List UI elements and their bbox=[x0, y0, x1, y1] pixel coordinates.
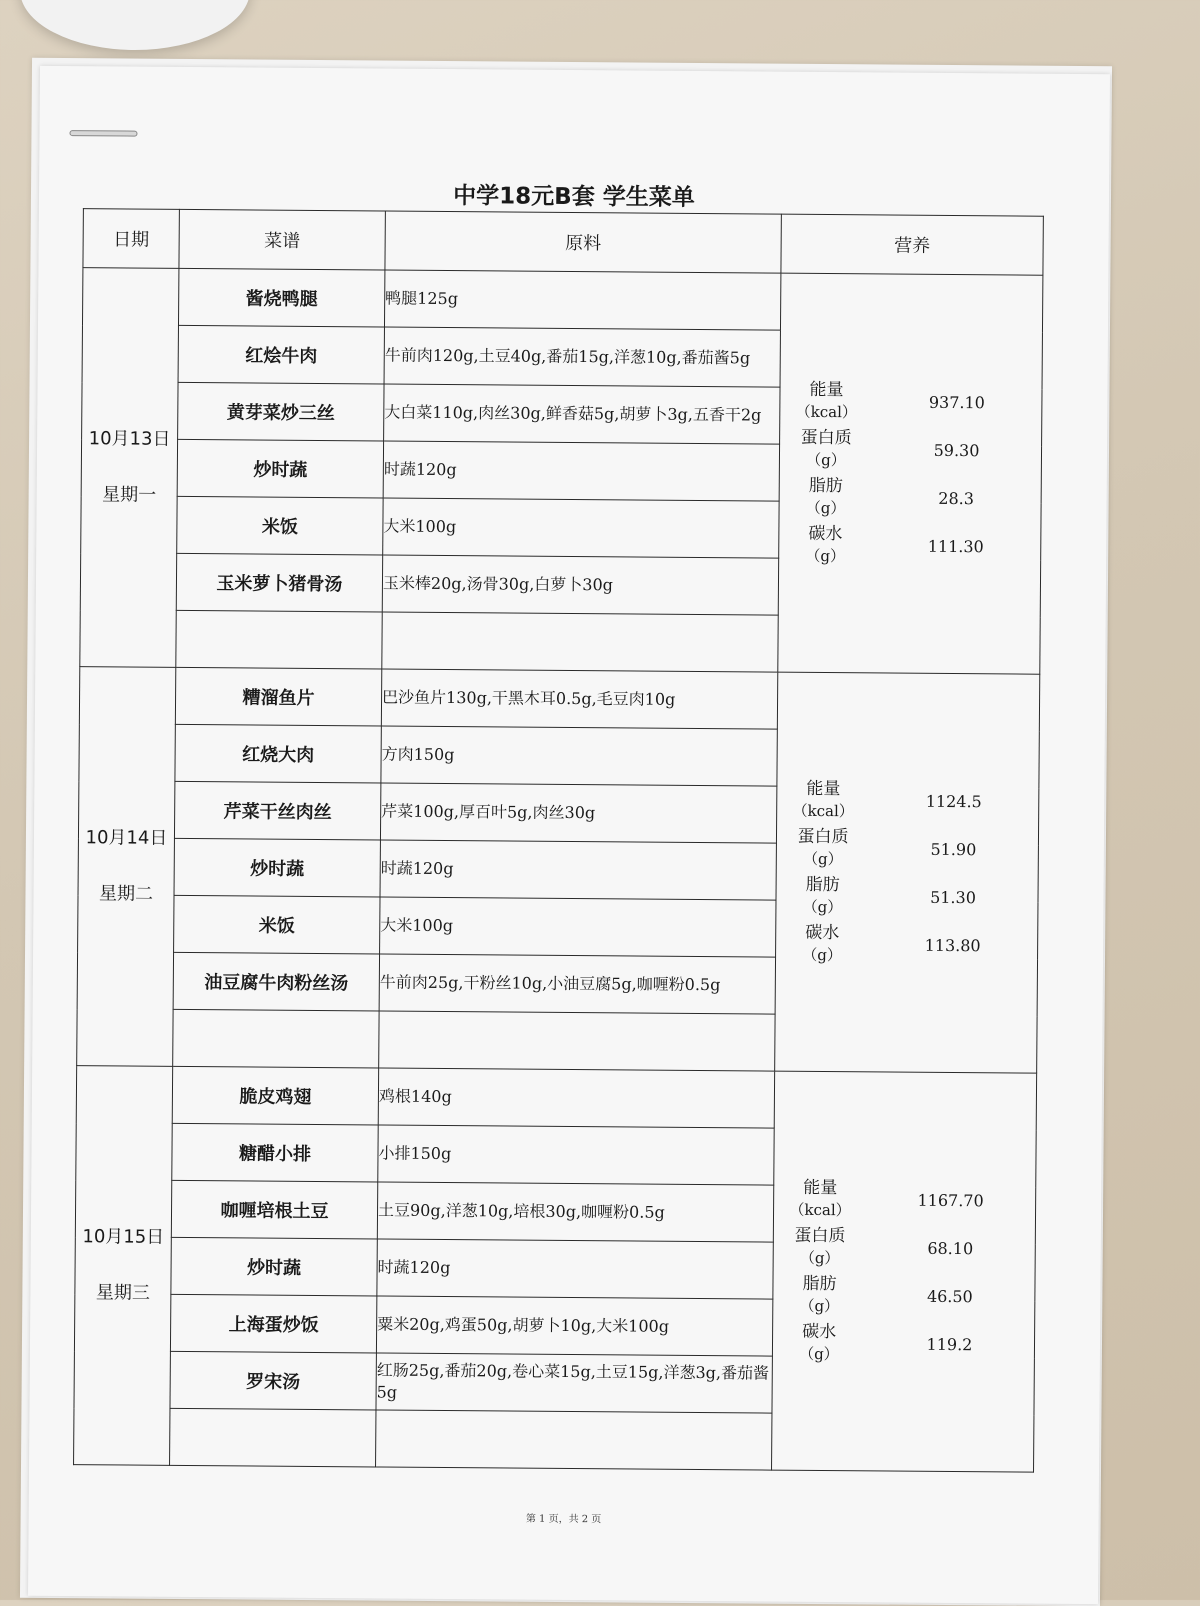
nutrition-label-unit: （g） bbox=[799, 1296, 840, 1316]
nutrition-item bbox=[773, 1273, 1034, 1319]
nutrition-item bbox=[779, 523, 1040, 569]
dish-name: 糖醋小排 bbox=[172, 1123, 378, 1182]
nutrition-label bbox=[773, 1273, 865, 1318]
nutrition-label-name: 脂肪 bbox=[808, 475, 843, 497]
nutrition-value: 28.3 bbox=[938, 488, 975, 508]
dish-name: 罗宋汤 bbox=[170, 1351, 376, 1410]
day-row bbox=[79, 667, 1039, 732]
nutrition-label-name: 碳水 bbox=[808, 523, 843, 545]
header-date: 日期 bbox=[83, 209, 179, 269]
nutrition-label bbox=[773, 1321, 865, 1366]
empty-dish-cell bbox=[170, 1408, 376, 1467]
header-nutrition: 营养 bbox=[781, 214, 1043, 275]
nutrition-value: 937.10 bbox=[928, 392, 985, 412]
dish-name: 炒时蔬 bbox=[171, 1237, 377, 1296]
nutrition-label-unit: （g） bbox=[802, 897, 843, 917]
dish-ingredients: 玉米棒20g,汤骨30g,白萝卜30g bbox=[382, 555, 778, 615]
nutrition-value: 68.10 bbox=[927, 1238, 974, 1258]
dish-name: 油豆腐牛肉粉丝汤 bbox=[173, 952, 379, 1011]
dish-name: 上海蛋炒饭 bbox=[170, 1294, 376, 1353]
nutrition-cell bbox=[772, 1071, 1037, 1472]
nutrition-item bbox=[776, 922, 1037, 968]
nutrition-value: 59.30 bbox=[933, 440, 980, 460]
date-text: 10月13日 bbox=[88, 428, 171, 450]
nutrition-value: 111.30 bbox=[927, 536, 984, 556]
empty-ingredients-cell bbox=[379, 1011, 775, 1071]
nutrition-label-unit: （g） bbox=[799, 1248, 840, 1268]
nutrition-value: 119.2 bbox=[926, 1334, 973, 1354]
nutrition-label bbox=[780, 427, 872, 472]
nutrition-label-name: 碳水 bbox=[805, 922, 840, 944]
weekday-text: 星期二 bbox=[98, 883, 154, 905]
nutrition-label-unit: （g） bbox=[802, 945, 842, 965]
date-text: 10月14日 bbox=[85, 827, 168, 849]
dish-name: 咖喱培根土豆 bbox=[171, 1180, 377, 1239]
dish-name: 红烧大肉 bbox=[175, 724, 381, 783]
dish-name: 米饭 bbox=[177, 496, 383, 555]
dish-ingredients: 牛前肉120g,土豆40g,番茄15g,洋葱10g,番茄酱5g bbox=[384, 327, 780, 387]
nutrition-item bbox=[777, 778, 1038, 824]
nutrition-item bbox=[779, 475, 1040, 521]
dish-ingredients: 牛前肉25g,干粉丝10g,小油豆腐5g,咖喱粉0.5g bbox=[379, 954, 775, 1014]
empty-dish-cell bbox=[176, 610, 382, 669]
nutrition-label-unit: （kcal） bbox=[789, 1200, 851, 1220]
empty-ingredients-cell bbox=[376, 1410, 772, 1470]
nutrition-label-unit: （g） bbox=[806, 450, 846, 470]
dish-ingredients: 鸭腿125g bbox=[384, 270, 780, 330]
nutrition-item bbox=[774, 1225, 1035, 1271]
dish-name: 黄芽菜炒三丝 bbox=[178, 382, 384, 441]
dish-ingredients: 大米100g bbox=[380, 897, 776, 957]
nutrition-item bbox=[777, 826, 1038, 872]
dish-ingredients: 鸡根140g bbox=[378, 1068, 774, 1128]
date-cell bbox=[74, 1066, 173, 1466]
weekday-text: 星期一 bbox=[102, 484, 157, 506]
menu-body bbox=[74, 268, 1043, 1473]
dish-ingredients: 时蔬120g bbox=[380, 840, 776, 900]
dish-ingredients: 时蔬120g bbox=[377, 1239, 773, 1299]
nutrition-value: 51.90 bbox=[930, 839, 977, 859]
dish-ingredients: 红肠25g,番茄20g,卷心菜15g,土豆15g,洋葱3g,番茄酱5g bbox=[376, 1353, 772, 1413]
dish-ingredients: 时蔬120g bbox=[383, 441, 779, 501]
dish-name: 玉米萝卜猪骨汤 bbox=[176, 553, 382, 612]
nutrition-value: 46.50 bbox=[926, 1286, 973, 1306]
nutrition-item bbox=[776, 874, 1037, 920]
nutrition-label-name: 蛋白质 bbox=[797, 826, 849, 848]
nutrition-label-unit: （kcal） bbox=[792, 801, 854, 821]
nutrition-label-unit: （g） bbox=[805, 498, 846, 518]
dish-ingredients: 巴沙鱼片130g,干黑木耳0.5g,毛豆肉10g bbox=[381, 669, 777, 729]
dish-name: 米饭 bbox=[174, 895, 380, 954]
dish-name: 炒时蔬 bbox=[174, 838, 380, 897]
dish-ingredients: 小排150g bbox=[378, 1125, 774, 1185]
nutrition-label-name: 脂肪 bbox=[805, 874, 840, 896]
nutrition-value: 51.30 bbox=[930, 887, 977, 907]
nutrition-cell bbox=[778, 273, 1043, 674]
dish-ingredients: 方肉150g bbox=[381, 726, 777, 786]
dish-name: 红烩牛肉 bbox=[178, 325, 384, 384]
empty-ingredients-cell bbox=[382, 612, 778, 672]
nutrition-item bbox=[780, 427, 1041, 473]
nutrition-item bbox=[773, 1321, 1034, 1367]
nutrition-label-name: 蛋白质 bbox=[800, 427, 852, 449]
weekday-text: 星期三 bbox=[95, 1282, 150, 1304]
page-footer: 第 1 页，共 2 页 bbox=[525, 1513, 602, 1526]
header-row bbox=[83, 209, 1043, 276]
nutrition-cell bbox=[775, 672, 1040, 1073]
nutrition-label-unit: （g） bbox=[802, 849, 843, 869]
empty-dish-cell bbox=[173, 1009, 379, 1068]
nutrition-label-name: 蛋白质 bbox=[794, 1225, 846, 1247]
dish-ingredients: 大白菜110g,肉丝30g,鲜香菇5g,胡萝卜3g,五香干2g bbox=[384, 384, 780, 444]
nutrition-value: 113.80 bbox=[924, 935, 981, 955]
nutrition-label-unit: （g） bbox=[799, 1344, 839, 1364]
header-ingredients: 原料 bbox=[385, 211, 781, 273]
nutrition-label-name: 能量 bbox=[809, 379, 844, 401]
nutrition-value: 1124.5 bbox=[925, 791, 982, 811]
dish-name: 糟溜鱼片 bbox=[175, 667, 381, 726]
day-row bbox=[82, 268, 1042, 333]
nutrition-value: 1167.70 bbox=[917, 1190, 984, 1210]
dish-ingredients: 芹菜100g,厚百叶5g,肉丝30g bbox=[380, 783, 776, 843]
menu-paper bbox=[28, 66, 1110, 1604]
day-row bbox=[76, 1066, 1036, 1131]
dish-name: 芹菜干丝肉丝 bbox=[174, 781, 380, 840]
white-device-corner bbox=[20, 0, 250, 50]
date-text: 10月15日 bbox=[82, 1226, 165, 1248]
nutrition-label bbox=[777, 778, 869, 823]
nutrition-label-unit: （g） bbox=[805, 546, 846, 566]
dish-name: 脆皮鸡翅 bbox=[172, 1066, 378, 1125]
dish-name: 酱烧鸭腿 bbox=[178, 268, 384, 327]
dish-ingredients: 大米100g bbox=[383, 498, 779, 558]
nutrition-label bbox=[777, 826, 869, 871]
nutrition-label-unit: （kcal） bbox=[795, 402, 858, 422]
header-recipe: 菜谱 bbox=[179, 209, 385, 270]
nutrition-label-name: 脂肪 bbox=[802, 1273, 837, 1295]
nutrition-label-name: 能量 bbox=[803, 1177, 838, 1199]
staple bbox=[69, 130, 137, 137]
menu-title: 中学18元B套 学生菜单 bbox=[453, 183, 695, 211]
nutrition-label bbox=[779, 523, 871, 568]
nutrition-label bbox=[776, 874, 868, 919]
menu-table bbox=[73, 208, 1044, 1473]
dish-ingredients: 土豆90g,洋葱10g,培根30g,咖喱粉0.5g bbox=[377, 1182, 773, 1242]
date-cell bbox=[80, 268, 179, 668]
nutrition-label bbox=[774, 1177, 866, 1222]
dish-ingredients: 粟米20g,鸡蛋50g,胡萝卜10g,大米100g bbox=[376, 1296, 772, 1356]
nutrition-item bbox=[774, 1177, 1035, 1223]
dish-name: 炒时蔬 bbox=[177, 439, 383, 498]
nutrition-item bbox=[780, 379, 1041, 425]
date-cell bbox=[77, 667, 176, 1067]
nutrition-label bbox=[776, 922, 868, 967]
nutrition-label bbox=[774, 1225, 866, 1270]
nutrition-label-name: 能量 bbox=[806, 778, 841, 800]
nutrition-label-name: 碳水 bbox=[802, 1321, 837, 1343]
nutrition-label bbox=[780, 379, 872, 424]
nutrition-label bbox=[779, 475, 871, 520]
